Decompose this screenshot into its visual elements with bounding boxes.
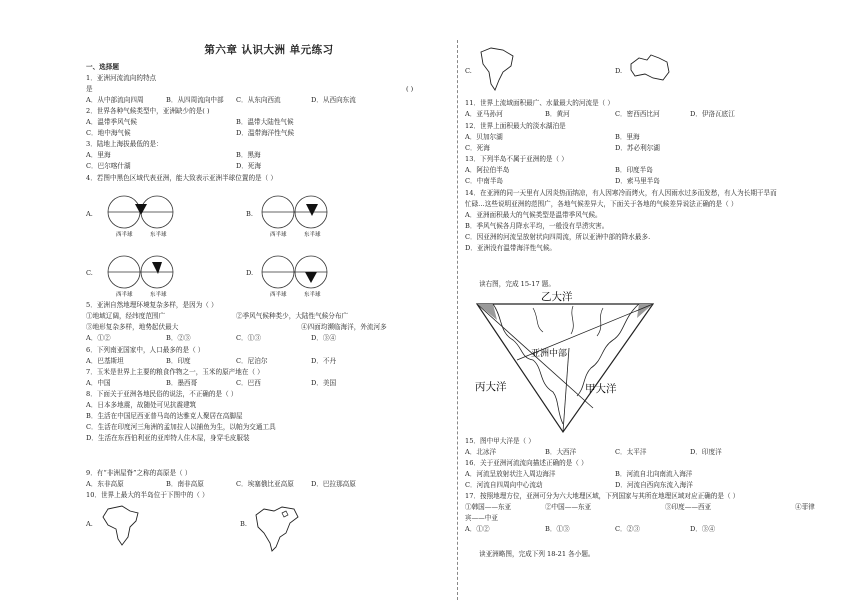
q12-option-b: B．里海 <box>615 133 640 141</box>
q16-option-c: C．河流自四周向中心流动 <box>465 481 543 489</box>
q8-option-a: A．日本多地震，故随处可见抗震建筑 <box>86 401 197 409</box>
svg-text:西半球: 西半球 <box>270 232 287 238</box>
q7-option-d: D．美国 <box>311 379 337 387</box>
q7-option-b: B．墨西哥 <box>166 379 198 387</box>
q16-option-b: B．河流自北向南流入海洋 <box>615 470 693 478</box>
q8-option-b: B．生活在中国尼西亚普马岛的达雅克人聚居在高脚屋 <box>86 412 243 420</box>
section-heading: 一、选择题 <box>86 63 119 71</box>
africa-outline <box>100 503 144 549</box>
q15-stem: 15．图中甲大洋是（ ） <box>465 437 535 445</box>
q10-option-a: A. <box>86 520 93 528</box>
q14-option-b: B．季风气候各月降水平均，一般没有旱涝灾害。 <box>465 222 609 230</box>
page-title: 第六章 认识大洲 单元练习 <box>204 44 334 56</box>
svg-text:东半球: 东半球 <box>304 232 321 238</box>
q13-option-a: A．阿拉伯半岛 <box>465 166 510 174</box>
q17-statement-3: ③印度——西亚 <box>665 503 712 511</box>
asia-ocean-map <box>473 288 673 436</box>
q12-option-d: D．苏必利尔湖 <box>615 144 660 152</box>
q2-option-b: B．温带大陆性气候 <box>236 118 294 126</box>
q16-option-d: D．河流自西向东流入海洋 <box>615 481 693 489</box>
q14-option-a: A．亚洲面积最大的气候类型是温带季风气候。 <box>465 211 602 219</box>
q17-statement-1: ①韩国——东亚 <box>465 503 512 511</box>
north-america-outline <box>252 503 302 555</box>
q5-option-b: B．②③ <box>166 334 191 342</box>
q2-option-d: D．温带海洋性气候 <box>236 129 295 137</box>
q17-option-b: B．①③ <box>545 525 570 533</box>
q7-stem: 7．玉米是世界上主要的粮食作物之一，玉米的原产地在（ ） <box>86 368 264 376</box>
q6-option-d: D．不丹 <box>311 357 337 365</box>
svg-text:东半球: 东半球 <box>150 292 167 298</box>
q7-option-a: A．中国 <box>86 379 111 387</box>
east-label: 东半球 <box>150 232 167 238</box>
q14-option-c: C．因亚洲的河流呈放射状向四周流，所以亚洲中部的降水最多. <box>465 233 651 241</box>
q5-statement-1: ①地域辽阔，经纬度范围广 <box>86 312 166 320</box>
q11-option-b: B．黄河 <box>545 110 570 118</box>
australia-outline <box>627 52 673 84</box>
q1-stem: 1．亚洲河流流向的特点 <box>86 74 157 82</box>
q10-stem: 10．世界上最大的半岛位于下图中的（ ） <box>86 491 209 499</box>
q12-option-c: C．死海 <box>465 144 490 152</box>
q15-option-c: C．太平洋 <box>615 448 647 456</box>
map-label-center: 亚洲中部 <box>531 349 568 359</box>
q10-option-b: B. <box>240 520 247 528</box>
q11-option-a: A．亚马孙河 <box>465 110 503 118</box>
q11-option-c: C．密西西比河 <box>615 110 660 118</box>
q17-option-a: A．①② <box>465 525 490 533</box>
q6-option-b: B．印度 <box>166 357 191 365</box>
q13-option-b: B．印度半岛 <box>615 166 653 174</box>
q15-option-b: B．大西洋 <box>545 448 577 456</box>
q7-option-c: C．巴西 <box>236 379 261 387</box>
q17-option-c: C．②③ <box>615 525 640 533</box>
q2-stem: 2．世界各种气候类型中，亚洲缺少的是( ) <box>86 107 210 115</box>
q17-statement-2: ②中国——东亚 <box>545 503 592 511</box>
q16-stem: 16．关于亚洲河流流向描述正确的是（ ） <box>465 459 588 467</box>
q12-stem: 12．世界上面积最大的淡水湖泊是 <box>465 122 566 130</box>
q4-stem: 4．若图中黑色区域代表亚洲，能大致表示亚洲半球位置的是（ ） <box>86 174 277 182</box>
q4-figure-a <box>104 190 184 240</box>
q4-option-b: B. <box>246 210 253 218</box>
q3-option-b: B．黑海 <box>236 151 261 159</box>
q1-stem-cont: 是 <box>86 85 93 93</box>
q13-option-c: C．中南半岛 <box>465 177 504 185</box>
q17-stem: 17．按照地理方位，亚洲可分为六大地理区域，下列国家与其所在地理区域对应正确的是（ ） <box>465 492 740 500</box>
q6-option-a: A．巴基斯坦 <box>86 357 124 365</box>
q10-option-d: D. <box>615 67 623 75</box>
q8-stem: 8．下面关于亚洲各地民俗的说法，不正确的是（ ） <box>86 390 238 398</box>
q4-option-c: C. <box>86 269 93 277</box>
q5-stem: 5．亚洲自然地理环境复杂多样，是因为（ ） <box>86 301 218 309</box>
south-america-outline <box>475 44 519 94</box>
reading-prompt-18-21: 读亚洲略图，完成下列 18-21 各小题。 <box>479 550 595 558</box>
q9-option-b: B．南非高原 <box>166 480 204 488</box>
q3-option-d: D．死海 <box>236 162 262 170</box>
q5-option-a: A．①② <box>86 334 111 342</box>
q3-option-c: C．巴尔喀什湖 <box>86 162 131 170</box>
q9-stem: 9．有“非洲屋脊”之称的高原是（ ） <box>86 469 192 477</box>
q5-option-d: D．③④ <box>311 334 337 342</box>
q8-option-d: D．生活在东西伯利亚的亚库特人住木屋，身穿毛皮服装 <box>86 434 250 442</box>
q1-option-a: A．从中部流向四周 <box>86 96 144 104</box>
q4-figure-c <box>104 250 184 300</box>
q6-option-c: C．尼泊尔 <box>236 357 268 365</box>
q3-option-a: A．里海 <box>86 151 111 159</box>
q14-option-d: D．亚洲没有温带海洋性气候。 <box>465 244 557 252</box>
q1-paren: ( ) <box>406 85 414 93</box>
q10-option-c: C. <box>465 67 472 75</box>
q14-stem-cont: 忙碌…这些说明亚洲的范围广，各地气候差异大，下面关于各地的气候差异说法正确的是（ ） <box>465 200 738 208</box>
q17-statement-4: ④菲律 <box>795 503 815 511</box>
q14-stem: 14．在亚洲的同一天里有人因炎热而纳凉，有人因寒冷而烤火，有人因雨水过多而发愁，有人为长期干旱而 <box>465 189 777 197</box>
q2-option-a: A．温带季风气候 <box>86 118 137 126</box>
q17-statement-4-cont: 宾——中亚 <box>465 514 498 522</box>
map-label-bing: 丙大洋 <box>475 381 507 393</box>
q5-statement-2: ②季风气候种类少，大陆性气候分布广 <box>236 312 349 320</box>
west-label: 西半球 <box>116 232 133 238</box>
q8-option-c: C．生活在印度河三角洲的孟加拉人以捕鱼为生，以帕为交通工具 <box>86 423 276 431</box>
q2-option-c: C．地中海气候 <box>86 129 131 137</box>
q5-statement-3: ③地形复杂多样，地势起伏最大 <box>86 323 179 331</box>
q4-option-d: D. <box>246 269 254 277</box>
q12-option-a: A．贝加尔湖 <box>465 133 503 141</box>
q9-option-a: A．东非高原 <box>86 480 124 488</box>
q13-stem: 13．下列半岛不属于亚洲的是（ ） <box>465 155 568 163</box>
q9-option-d: D．巴拉那高原 <box>311 480 356 488</box>
q5-option-c: C．①③ <box>236 334 261 342</box>
q4-figure-b <box>258 190 338 240</box>
column-divider <box>457 40 458 600</box>
q17-option-d: D．③④ <box>690 525 716 533</box>
q11-stem: 11．世界上流域面积最广、水量最大的河流是（ ） <box>465 99 614 107</box>
q4-figure-d <box>258 250 338 300</box>
svg-text:西半球: 西半球 <box>116 292 133 298</box>
q16-option-a: A．河流呈放射状注入周边海洋 <box>465 470 556 478</box>
q1-option-c: C．从东向西流 <box>236 96 281 104</box>
q4-option-a: A. <box>86 210 93 218</box>
q1-option-b: B．从四周流向中部 <box>166 96 224 104</box>
q13-option-d: D．索马里半岛 <box>615 177 660 185</box>
q3-stem: 3．陆地上海拔最低的是： <box>86 140 163 148</box>
q9-option-c: C．埃塞俄比亚高原 <box>236 480 294 488</box>
q6-stem: 6．下列南亚国家中，人口最多的是（ ） <box>86 346 205 354</box>
q1-option-d: D．从西向东流 <box>311 96 356 104</box>
reading-prompt-15-17: 读右图，完成 15-17 题。 <box>479 280 555 288</box>
q15-option-a: A．北冰洋 <box>465 448 497 456</box>
q15-option-d: D．印度洋 <box>690 448 722 456</box>
map-label-yi: 乙大洋 <box>541 291 573 303</box>
q5-statement-4: ④四面均濒临海洋，外流河多 <box>301 323 387 331</box>
svg-text:西半球: 西半球 <box>270 292 287 298</box>
q11-option-d: D．伊洛瓦底江 <box>690 110 735 118</box>
map-label-jia: 甲大洋 <box>585 383 617 395</box>
svg-text:东半球: 东半球 <box>304 292 321 298</box>
